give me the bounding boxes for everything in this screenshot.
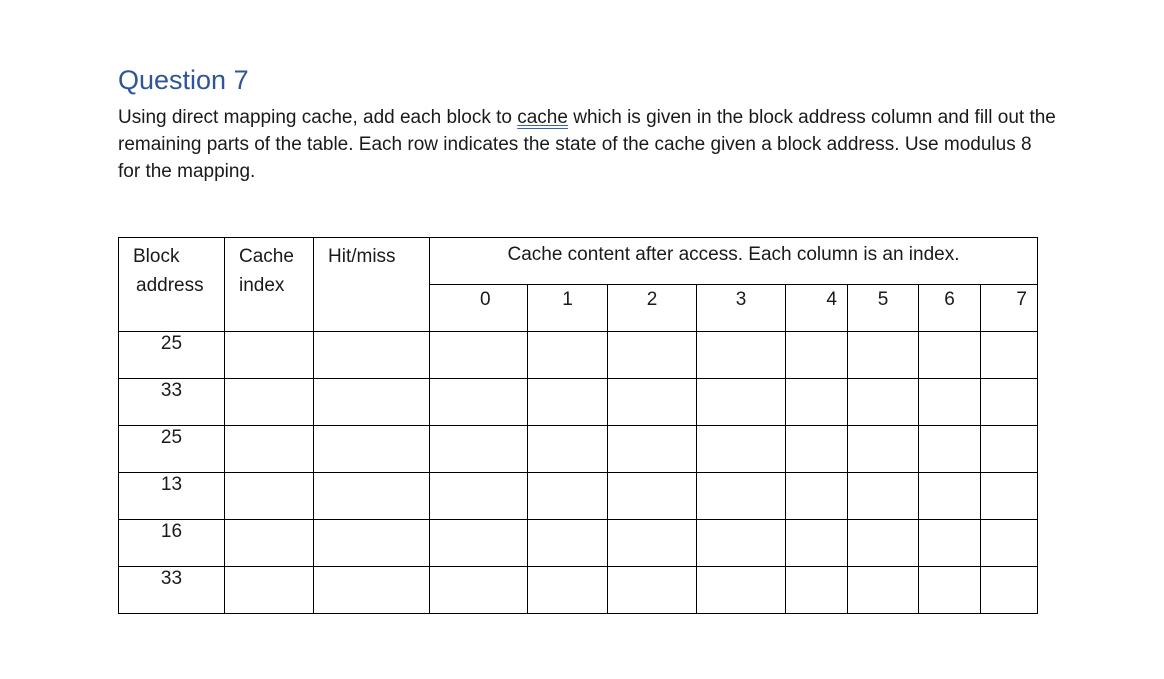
question-title: Question 7	[118, 65, 249, 95]
cache-content-cell-1[interactable]	[528, 520, 608, 567]
cache-content-cell-3[interactable]	[697, 520, 786, 567]
cache-content-cell-0[interactable]	[430, 426, 528, 473]
cache-index-label: 6	[944, 289, 955, 310]
cache-content-cell-6[interactable]	[919, 379, 981, 426]
cache-content-cell-7[interactable]	[981, 426, 1038, 473]
cache-index-3	[697, 285, 786, 332]
cache-content-cell-4[interactable]	[786, 473, 848, 520]
cache-content-cell-2[interactable]	[608, 567, 697, 614]
cache-content-cell-3[interactable]	[697, 567, 786, 614]
cache-content-cell-5[interactable]	[848, 426, 919, 473]
table-row	[119, 426, 1038, 473]
block-address-cell: 25	[119, 426, 225, 473]
cache-table	[118, 237, 1038, 614]
cache-content-cell-1[interactable]	[528, 332, 608, 379]
cache-content-cell-6[interactable]	[919, 473, 981, 520]
instructions-text-start: Using direct mapping cache, add each block to	[118, 107, 518, 128]
cache-index-label: 4	[826, 289, 837, 310]
cache-content-cell-3[interactable]	[697, 332, 786, 379]
cache-content-cell-5[interactable]	[848, 473, 919, 520]
cache-content-cell-7[interactable]	[981, 567, 1038, 614]
block-address-cell: 13	[119, 473, 225, 520]
table-row	[119, 379, 1038, 426]
cache-content-cell-1[interactable]	[528, 379, 608, 426]
hit-miss-cell[interactable]	[314, 473, 430, 520]
cache-index-7	[981, 285, 1038, 332]
cache-index-0	[430, 285, 528, 332]
table-body	[119, 332, 1038, 614]
block-address-header	[119, 238, 225, 332]
cache-content-cell-5[interactable]	[848, 567, 919, 614]
cache-content-cell-6[interactable]	[919, 567, 981, 614]
cache-index-5	[848, 285, 919, 332]
cache-content-cell-7[interactable]	[981, 473, 1038, 520]
cache-content-cell-5[interactable]	[848, 379, 919, 426]
cache-content-cell-4[interactable]	[786, 567, 848, 614]
cache-content-cell-7[interactable]	[981, 379, 1038, 426]
cache-content-cell-4[interactable]	[786, 332, 848, 379]
cache-index-cell[interactable]	[225, 567, 314, 614]
cache-content-cell-3[interactable]	[697, 426, 786, 473]
cache-index-header	[225, 238, 314, 332]
cache-content-cell-7[interactable]	[981, 520, 1038, 567]
cache-content-cell-2[interactable]	[608, 473, 697, 520]
cache-index-1	[528, 285, 608, 332]
cache-content-cell-4[interactable]	[786, 426, 848, 473]
cache-content-cell-3[interactable]	[697, 473, 786, 520]
table-header-row	[119, 238, 1038, 285]
cache-content-cell-0[interactable]	[430, 567, 528, 614]
cache-index-4	[786, 285, 848, 332]
cache-index-cell[interactable]	[225, 520, 314, 567]
cache-content-cell-1[interactable]	[528, 473, 608, 520]
cache-index-cell[interactable]	[225, 379, 314, 426]
cache-content-cell-5[interactable]	[848, 520, 919, 567]
table-row	[119, 473, 1038, 520]
block-address-cell: 16	[119, 520, 225, 567]
cache-content-cell-4[interactable]	[786, 520, 848, 567]
cache-index-label: 7	[1016, 289, 1027, 310]
instructions-underlined-word: cache	[517, 107, 568, 128]
cache-index-label: 3	[735, 289, 747, 310]
cache-index-2	[608, 285, 697, 332]
cache-content-header: Cache content after access. Each column is an index.	[430, 238, 1038, 285]
cache-content-cell-0[interactable]	[430, 379, 528, 426]
cache-index-header-line2: index	[239, 275, 285, 296]
cache-content-cell-2[interactable]	[608, 379, 697, 426]
cache-index-cell[interactable]	[225, 332, 314, 379]
cache-content-cell-0[interactable]	[430, 332, 528, 379]
table-row	[119, 567, 1038, 614]
hit-miss-header-label: Hit/miss	[328, 246, 396, 267]
cache-content-cell-5[interactable]	[848, 332, 919, 379]
block-address-header-line2: address	[136, 275, 204, 296]
hit-miss-cell[interactable]	[314, 379, 430, 426]
block-address-cell: 25	[119, 332, 225, 379]
question-instructions	[118, 104, 1058, 185]
cache-content-cell-1[interactable]	[528, 426, 608, 473]
cache-content-cell-1[interactable]	[528, 567, 608, 614]
cache-content-cell-3[interactable]	[697, 379, 786, 426]
cache-content-cell-2[interactable]	[608, 426, 697, 473]
cache-index-6	[919, 285, 981, 332]
block-address-cell: 33	[119, 379, 225, 426]
cache-content-cell-6[interactable]	[919, 520, 981, 567]
block-address-cell: 33	[119, 567, 225, 614]
cache-index-label: 1	[562, 289, 573, 310]
cache-index-label: 0	[480, 289, 491, 310]
cache-content-cell-2[interactable]	[608, 332, 697, 379]
cache-content-cell-6[interactable]	[919, 426, 981, 473]
table-row	[119, 520, 1038, 567]
hit-miss-header	[314, 238, 430, 332]
instructions-text-end: which is given in the block address column and fill out the remaining parts of the table. Each row indicates the state of the cache given a block address. Use modulus 8 for the mapping.	[118, 107, 1056, 182]
hit-miss-cell[interactable]	[314, 567, 430, 614]
hit-miss-cell[interactable]	[314, 426, 430, 473]
table-row	[119, 332, 1038, 379]
cache-content-cell-0[interactable]	[430, 473, 528, 520]
cache-content-cell-0[interactable]	[430, 520, 528, 567]
cache-index-label: 2	[646, 289, 658, 310]
cache-index-cell[interactable]	[225, 473, 314, 520]
cache-content-cell-6[interactable]	[919, 332, 981, 379]
cache-content-cell-4[interactable]	[786, 379, 848, 426]
cache-index-cell[interactable]	[225, 426, 314, 473]
block-address-header-line1: Block	[133, 246, 180, 267]
cache-content-cell-2[interactable]	[608, 520, 697, 567]
hit-miss-cell[interactable]	[314, 520, 430, 567]
hit-miss-cell[interactable]	[314, 332, 430, 379]
cache-index-label: 5	[877, 289, 889, 310]
cache-content-cell-7[interactable]	[981, 332, 1038, 379]
cache-index-header-line1: Cache	[239, 246, 294, 267]
